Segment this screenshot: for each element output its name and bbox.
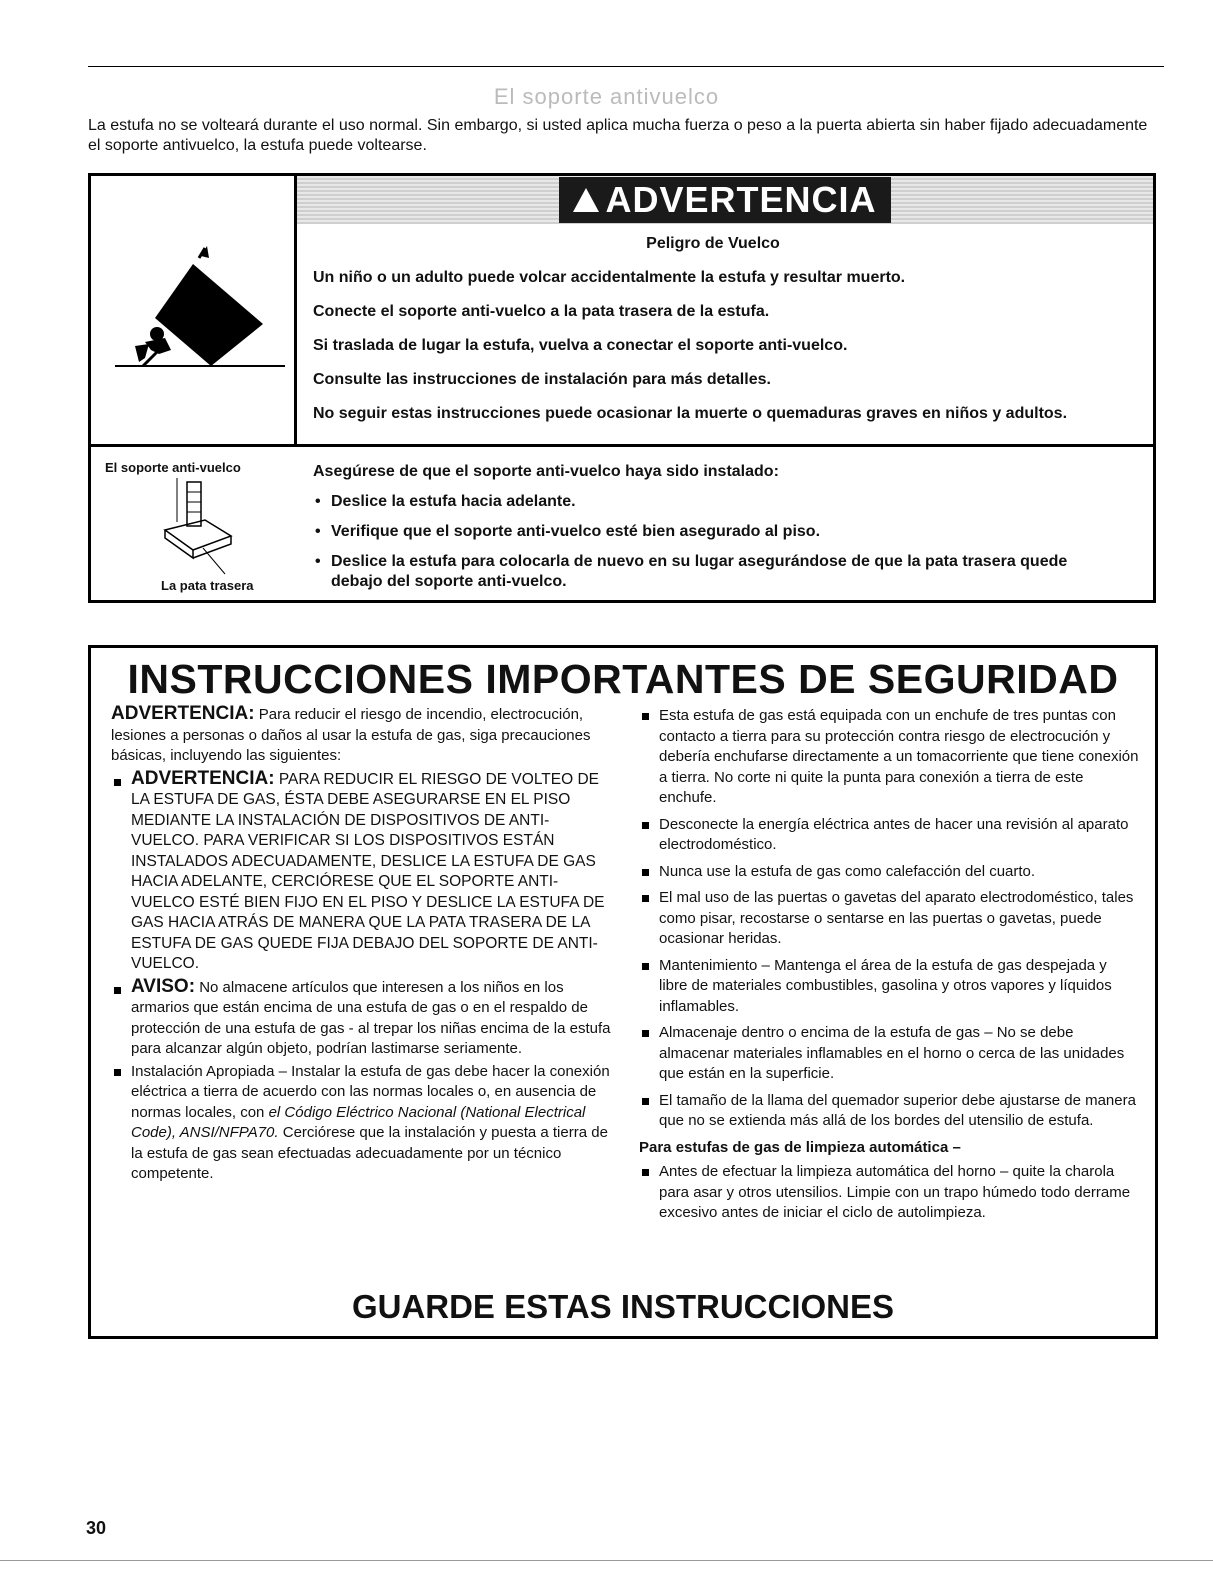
- warning-box: [88, 173, 1156, 603]
- safety-item: AVISO: No almacene artículos que interesen a los niños en los armarios que están encima de una estufa de gas o en el respaldo de protección de una estufa de gas - al trepar los niñas encima de la estufa para alcanzar algún objeto, podrían lastimarse seriamente.: [111, 977, 611, 1060]
- tip-over-illustration: [115, 246, 285, 376]
- safety-item: Instalación Apropiada – Instalar la estufa de gas debe hacer la conexión eléctrica a tierra de acuerdo con las normas locales o, en ausencia de normas locales, con el Código Eléctrico Nacional (National Electrical Code), ANSI/NFPA70. Cerciórese que la instalación y puesta a tierra de la estufa de gas sean efectuadas adecuadamente por un técnico competente.: [111, 1062, 611, 1185]
- self-clean-heading: Para estufas de gas de limpieza automática –: [639, 1138, 961, 1156]
- check-item: • Deslice la estufa para colocarla de nuevo en su lugar asegurándose de que la pata trasera quede debajo del soporte anti-vuelco.: [313, 552, 1113, 592]
- bullet-square-icon: [114, 1069, 121, 1076]
- safety-item: ADVERTENCIA: PARA REDUCIR EL RIESGO DE VOLTEO DE LA ESTUFA DE GAS, ÉSTA DEBE ASEGURARSE EN EL PISO MEDIANTE LA INSTALACIÓN DE DISPOSITIVOS DE ANTI-VUELCO. PARA VERIFICAR SI LOS DISPOSITIVOS ESTÁN INSTALADOS ADECUADAMENTE, DESLICE LA ESTUFA DE GAS HACIA ADELANTE, CERCIÓRESE QUE EL SOPORTE ANTI-VUELCO ESTÉ BIEN FIJO EN EL PISO Y DESLICE LA ESTUFA DE GAS HACIA ATRÁS DE MANERA QUE LA PATA TRASERA DE LA ESTUFA DE GAS QUEDE FIJA DEBAJO DEL SOPORTE DE ANTI-VUELCO.: [111, 769, 611, 975]
- warning-line: No seguir estas instrucciones puede ocasionar la muerte o quemaduras graves en niños y adultos.: [313, 405, 1068, 422]
- tip-over-illustration-cell: [91, 176, 295, 446]
- safety-item: Mantenimiento – Mantenga el área de la estufa de gas despejada y libre de materiales combustibles, gasolina y otros vapores y líquidos inflamables.: [639, 956, 1139, 1018]
- safety-item: Antes de efectuar la limpieza automática del horno – quite la charola para asar y otros utensilios. Limpie con un trapo húmedo todo derrame excesivo antes de iniciar el ciclo de autolimpieza.: [639, 1162, 1139, 1224]
- rear-leg-label: La pata trasera: [161, 578, 254, 593]
- safety-left-column: [111, 704, 611, 1185]
- section-title: El soporte antivuelco: [493, 84, 720, 109]
- bullet-square-icon: [642, 963, 649, 970]
- hazard-title: Peligro de Vuelco: [646, 235, 780, 252]
- safety-item: Desconecte la energía eléctrica antes de hacer una revisión al aparato electrodoméstico.: [639, 815, 1139, 856]
- bullet-square-icon: [642, 895, 649, 902]
- bottom-rule: [0, 1560, 1213, 1561]
- bracket-label: El soporte anti-vuelco: [105, 460, 241, 475]
- bullet-square-icon: [642, 713, 649, 720]
- safety-lead: ADVERTENCIA: Para reducir el riesgo de incendio, electrocución, lesiones a personas o daños al usar la estufa de gas, siga precauciones básicas, incluyendo las siguientes:: [111, 703, 591, 764]
- warning-text: [313, 234, 1113, 438]
- intro-paragraph: La estufa no se volteará durante el uso normal. Sin embargo, si usted aplica mucha fuerza o peso a la puerta abierta sin haber fijado adecuadamente el soporte antivuelco, la estufa puede voltearse.: [88, 117, 1148, 154]
- bullet-square-icon: [114, 779, 121, 786]
- safety-item: Almacenaje dentro o encima de la estufa de gas – No se debe almacenar materiales inflamables en el horno o cerca de las unidades que están en la superficie.: [639, 1023, 1139, 1085]
- top-rule: [88, 66, 1164, 67]
- safety-instructions-box: [88, 645, 1158, 1339]
- safety-item: Esta estufa de gas está equipada con un enchufe de tres puntas con contacto a tierra para su protección contra riesgo de electrocución y debería enchufarse directamente a un tomacorriente que tiene conexión a tierra. No corte ni quite la punta para conexión a tierra de este enchufe.: [639, 706, 1139, 809]
- save-instructions-footer: GUARDE ESTAS INSTRUCCIONES: [351, 1288, 895, 1325]
- installation-check: [313, 462, 1113, 602]
- check-item: • Deslice la estufa hacia adelante.: [313, 492, 1113, 512]
- warning-banner-label: ADVERTENCIA: [559, 177, 890, 223]
- check-item: • Verifique que el soporte anti-vuelco esté bien asegurado al piso.: [313, 522, 1113, 542]
- anti-tip-bracket-illustration: [143, 478, 263, 578]
- warning-line: Un niño o un adulto puede volcar accidentalmente la estufa y resultar muerto.: [313, 269, 906, 286]
- bullet-square-icon: [642, 1169, 649, 1176]
- check-list: [313, 492, 1113, 592]
- safety-title: INSTRUCCIONES IMPORTANTES DE SEGURIDAD: [127, 656, 1119, 702]
- safety-right-column: [639, 704, 1139, 1230]
- warning-triangle-icon: [573, 188, 599, 212]
- page-number: 30: [86, 1518, 107, 1538]
- warning-line: Conecte el soporte anti-vuelco a la pata trasera de la estufa.: [313, 303, 770, 320]
- safety-item: El tamaño de la llama del quemador superior debe ajustarse de manera que no se extienda más allá de los bordes del utensilio de estufa.: [639, 1091, 1139, 1132]
- warning-line: Si traslada de lugar la estufa, vuelva a conectar el soporte anti-vuelco.: [313, 337, 848, 354]
- check-intro: Asegúrese de que el soporte anti-vuelco haya sido instalado:: [313, 463, 779, 480]
- bullet-square-icon: [642, 1098, 649, 1105]
- bullet-square-icon: [642, 869, 649, 876]
- warning-banner: [297, 176, 1153, 224]
- bullet-square-icon: [114, 987, 121, 994]
- safety-item: Nunca use la estufa de gas como calefacción del cuarto.: [639, 862, 1139, 883]
- warning-line: Consulte las instrucciones de instalación para más detalles.: [313, 371, 771, 388]
- bullet-square-icon: [642, 822, 649, 829]
- bullet-square-icon: [642, 1030, 649, 1037]
- warning-horizontal-divider: [91, 444, 1153, 447]
- safety-item: El mal uso de las puertas o gavetas del aparato electrodoméstico, tales como pisar, recostarse o sentarse en las puertas o gavetas, puede ocasionar heridas.: [639, 888, 1139, 950]
